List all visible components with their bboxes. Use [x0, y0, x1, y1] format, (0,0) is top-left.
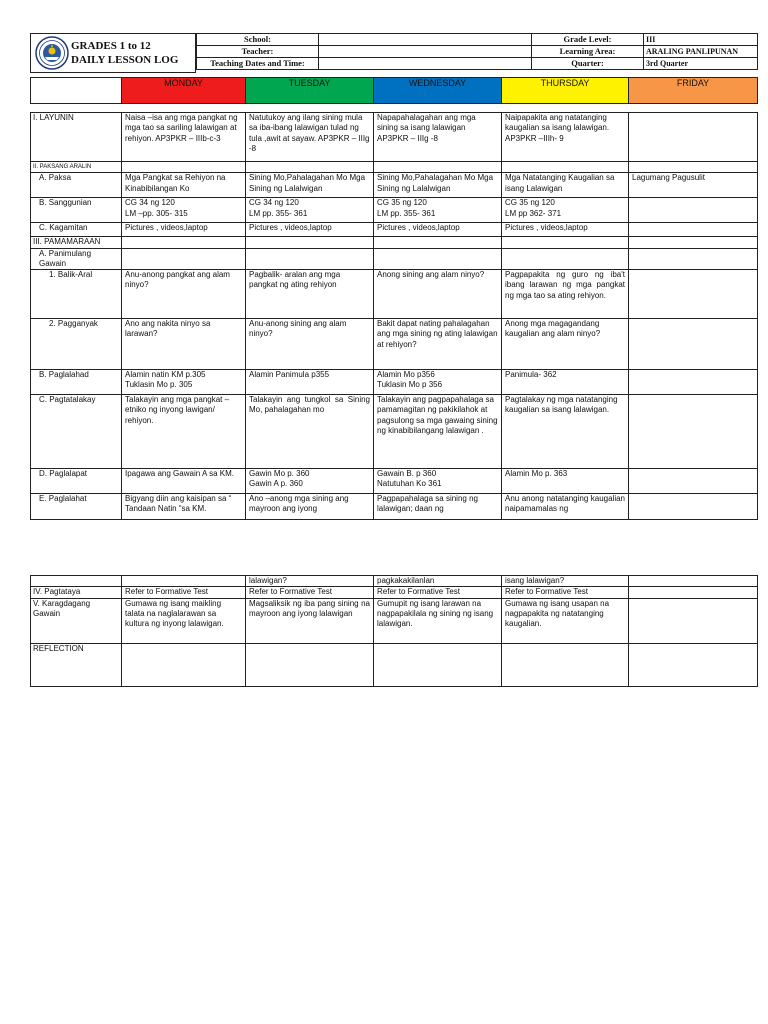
row-kagamitan: [31, 223, 758, 237]
cell-monday: Gumawa ng isang maikling talata na naglalarawan sa kultura ng inyong lalawigan.: [122, 598, 246, 643]
cell-wednesday: [374, 162, 502, 173]
cell-friday: [629, 237, 758, 248]
day-header-thursday: THURSDAY: [502, 78, 629, 104]
cell-wednesday: Bakit dapat nating pahalagahan ang mga sining ng ating lalawigan at rehiyon?: [374, 319, 502, 370]
cell-friday: [629, 270, 758, 319]
row-pagganyak: [31, 319, 758, 370]
row-label: 1. Balik-Aral: [31, 270, 122, 319]
cell-thursday: Pagpapakita ng guro ng iba't ibang larawan ng mga pangkat ng mga tao sa ating rehiyon.: [502, 270, 629, 319]
cell-friday: Lagumang Pagusulit: [629, 173, 758, 198]
cell-wednesday: [374, 643, 502, 686]
row-label: C. Kagamitan: [31, 223, 122, 237]
school-label: School:: [197, 34, 319, 46]
cell-friday: [629, 469, 758, 494]
row-reflection: [31, 643, 758, 686]
cell-friday: [629, 113, 758, 162]
row-paglalahad: [31, 370, 758, 395]
row-label: III. PAMAMARAAN: [31, 237, 122, 248]
cell-thursday: [502, 248, 629, 270]
cell-thursday: [502, 643, 629, 686]
cell-friday: [629, 248, 758, 270]
cell-friday: [629, 576, 758, 587]
row-label: E. Paglalahat: [31, 494, 122, 520]
row-pagtataya: [31, 587, 758, 598]
row-label: REFLECTION: [31, 643, 122, 686]
learning-area-value: ARALING PANLIPUNAN: [644, 46, 758, 58]
cell-wednesday: pagkakakilanlan: [374, 576, 502, 587]
cell-wednesday: Talakayin ang pagpapahalaga sa pamamagitan ng pakikilahok at pagsulong sa mga gawaing sining ng kinabibilangang lalawigan .: [374, 395, 502, 469]
cell-monday: [122, 237, 246, 248]
cell-wednesday: Gumupit ng isang larawan na nagpapakilala ng sining ng isang lalawigan.: [374, 598, 502, 643]
weekday-header-table: [30, 77, 758, 104]
cell-thursday: Panimula- 362: [502, 370, 629, 395]
cell-thursday: [502, 237, 629, 248]
grade-level-value: III: [644, 34, 758, 46]
cell-tuesday: lalawigan?: [246, 576, 374, 587]
assessment-table: [30, 575, 758, 687]
cell-friday: [629, 223, 758, 237]
cell-tuesday: Pictures , videos,laptop: [246, 223, 374, 237]
cell-wednesday: Napapahalagahan ang mga sining sa isang lalawigan AP3PKR – IIIg -8: [374, 113, 502, 162]
row-label: A. Panimulang Gawain: [31, 248, 122, 270]
cell-wednesday: Refer to Formative Test: [374, 587, 502, 598]
cell-friday: [629, 370, 758, 395]
row-layunin: [31, 113, 758, 162]
cell-thursday: Gumawa ng isang usapan na nagpapakita ng natatanging kaugalian.: [502, 598, 629, 643]
cell-friday: [629, 198, 758, 223]
cell-thursday: Alamin Mo p. 363: [502, 469, 629, 494]
cell-wednesday: Alamin Mo p356 Tuklasin Mo p 356: [374, 370, 502, 395]
logo-title-line1: GRADES 1 to 12: [71, 40, 151, 52]
row-pagtatalakay: [31, 395, 758, 469]
day-header-monday: MONDAY: [122, 78, 246, 104]
cell-thursday: Anu anong natatanging kaugalian naipamamalas ng: [502, 494, 629, 520]
cell-thursday: isang lalawigan?: [502, 576, 629, 587]
weekday-header-blank: [31, 78, 122, 104]
row-paksa: [31, 173, 758, 198]
row-label: B. Sanggunian: [31, 198, 122, 223]
row-label: D. Paglalapat: [31, 469, 122, 494]
cell-thursday: Pagtalakay ng mga natatanging kaugalian sa isang lalawigan.: [502, 395, 629, 469]
cell-thursday: Pictures , videos,laptop: [502, 223, 629, 237]
school-value: [319, 34, 532, 46]
day-header-tuesday: TUESDAY: [246, 78, 374, 104]
cell-monday: Ipagawa ang Gawain A sa KM.: [122, 469, 246, 494]
cell-monday: CG 34 ng 120 LM –pp. 305- 315: [122, 198, 246, 223]
cell-tuesday: Sining Mo,Pahalagahan Mo Mga Sining ng Lalalwigan: [246, 173, 374, 198]
cell-friday: [629, 162, 758, 173]
cell-monday: Alamin natin KM p.305 Tuklasin Mo p. 305: [122, 370, 246, 395]
teacher-value: [319, 46, 532, 58]
cell-tuesday: Pagbalik- aralan ang mga pangkat ng ating rehiyon: [246, 270, 374, 319]
cell-monday: Anu-anong pangkat ang alam ninyo?: [122, 270, 246, 319]
cell-wednesday: Pictures , videos,laptop: [374, 223, 502, 237]
row-label: C. Pagtatalakay: [31, 395, 122, 469]
cell-thursday: Naipapakita ang natatanging kaugalian sa isang lalawigan. AP3PKR –IIIh- 9: [502, 113, 629, 162]
row-label: IV. Pagtataya: [31, 587, 122, 598]
cell-monday: [122, 248, 246, 270]
lesson-plan-table: [30, 112, 758, 520]
cell-thursday: CG 35 ng 120 LM pp 362- 371: [502, 198, 629, 223]
row-paglalapat: [31, 469, 758, 494]
cell-wednesday: Pagpapahalaga sa sining ng lalawigan; daan ng: [374, 494, 502, 520]
row-karagdagang-gawain: [31, 598, 758, 643]
cell-tuesday: Refer to Formative Test: [246, 587, 374, 598]
cell-wednesday: CG 35 ng 120 LM pp. 355- 361: [374, 198, 502, 223]
row-panimulang-gawain: [31, 248, 758, 270]
grade-level-label: Grade Level:: [532, 34, 644, 46]
cell-monday: Naisa –isa ang mga pangkat ng mga tao sa sariling lalawigan at rehiyon. AP3PKR – IIIb-c-3: [122, 113, 246, 162]
cell-tuesday: Ano –anong mga sining ang mayroon ang iyong: [246, 494, 374, 520]
row-label: I. LAYUNIN: [31, 113, 122, 162]
cell-tuesday: Talakayin ang tungkol sa Sining Mo, pahalagahan mo: [246, 395, 374, 469]
cell-tuesday: Natutukoy ang ilang sining mula sa iba-ibang lalawigan tulad ng tula ,awit at sayaw. AP3PKR – IIIg -8: [246, 113, 374, 162]
learning-area-label: Learning Area:: [532, 46, 644, 58]
row-paglalahat: [31, 494, 758, 520]
cell-tuesday: CG 34 ng 120 LM pp. 355- 361: [246, 198, 374, 223]
cell-friday: [629, 319, 758, 370]
cell-wednesday: Sining Mo,Pahalagahan Mo Mga Sining ng Lalalwigan: [374, 173, 502, 198]
cell-monday: Refer to Formative Test: [122, 587, 246, 598]
cell-tuesday: [246, 162, 374, 173]
row-label: V. Karagdagang Gawain: [31, 598, 122, 643]
cell-monday: Bigyang diin ang kaisipan sa “ Tandaan Natin “sa KM.: [122, 494, 246, 520]
teaching-dates-label: Teaching Dates and Time:: [197, 58, 319, 70]
cell-friday: [629, 643, 758, 686]
cell-tuesday: [246, 248, 374, 270]
cell-friday: [629, 598, 758, 643]
deped-seal-icon: [35, 36, 69, 70]
row-label: B. Paglalahad: [31, 370, 122, 395]
cell-thursday: [502, 162, 629, 173]
cell-wednesday: [374, 248, 502, 270]
quarter-label: Quarter:: [532, 58, 644, 70]
row-sanggunian: [31, 198, 758, 223]
row-label: 2. Pagganyak: [31, 319, 122, 370]
row-label: A. Paksa: [31, 173, 122, 198]
cell-wednesday: Anong sining ang alam ninyo?: [374, 270, 502, 319]
cell-thursday: Refer to Formative Test: [502, 587, 629, 598]
row-label: II. PAKSANG ARALIN: [31, 162, 122, 173]
cell-friday: [629, 587, 758, 598]
logo-title-line2: DAILY LESSON LOG: [71, 54, 179, 66]
teacher-label: Teacher:: [197, 46, 319, 58]
header-info-table: [196, 33, 758, 70]
row-balik-aral: [31, 270, 758, 319]
cell-monday: Ano ang nakita ninyo sa larawan?: [122, 319, 246, 370]
row-pamamaraan: [31, 237, 758, 248]
cell-wednesday: Gawain B. p 360 Natutuhan Ko 361: [374, 469, 502, 494]
cell-monday: [122, 643, 246, 686]
cell-tuesday: Magsaliksik ng iba pang sining na mayroon ang iyong lalawigan: [246, 598, 374, 643]
cell-monday: Pictures , videos,laptop: [122, 223, 246, 237]
cell-thursday: Anong mga magagandang kaugalian ang alam ninyo?: [502, 319, 629, 370]
row-paksang-aralin: [31, 162, 758, 173]
cell-monday: [122, 576, 246, 587]
cell-tuesday: Gawin Mo p. 360 Gawin A p. 360: [246, 469, 374, 494]
row-label: [31, 576, 122, 587]
cell-thursday: Mga Natatanging Kaugalian sa isang Lalawigan: [502, 173, 629, 198]
cell-monday: Mga Pangkat sa Rehiyon na Kinabibilangan Ko: [122, 173, 246, 198]
cell-monday: [122, 162, 246, 173]
cell-tuesday: Alamin Panimula p355: [246, 370, 374, 395]
cell-friday: [629, 395, 758, 469]
teaching-dates-value: [319, 58, 532, 70]
cell-friday: [629, 494, 758, 520]
cell-tuesday: [246, 643, 374, 686]
deped-logo-block: [30, 33, 196, 73]
day-header-wednesday: WEDNESDAY: [374, 78, 502, 104]
cell-tuesday: Anu-anong sining ang alam ninyo?: [246, 319, 374, 370]
quarter-value: 3rd Quarter: [644, 58, 758, 70]
cell-wednesday: [374, 237, 502, 248]
cell-tuesday: [246, 237, 374, 248]
cell-monday: Talakayin ang mga pangkat –etniko ng inyong lawigan/ rehiyon.: [122, 395, 246, 469]
day-header-friday: FRIDAY: [629, 78, 758, 104]
row-continuation: [31, 576, 758, 587]
